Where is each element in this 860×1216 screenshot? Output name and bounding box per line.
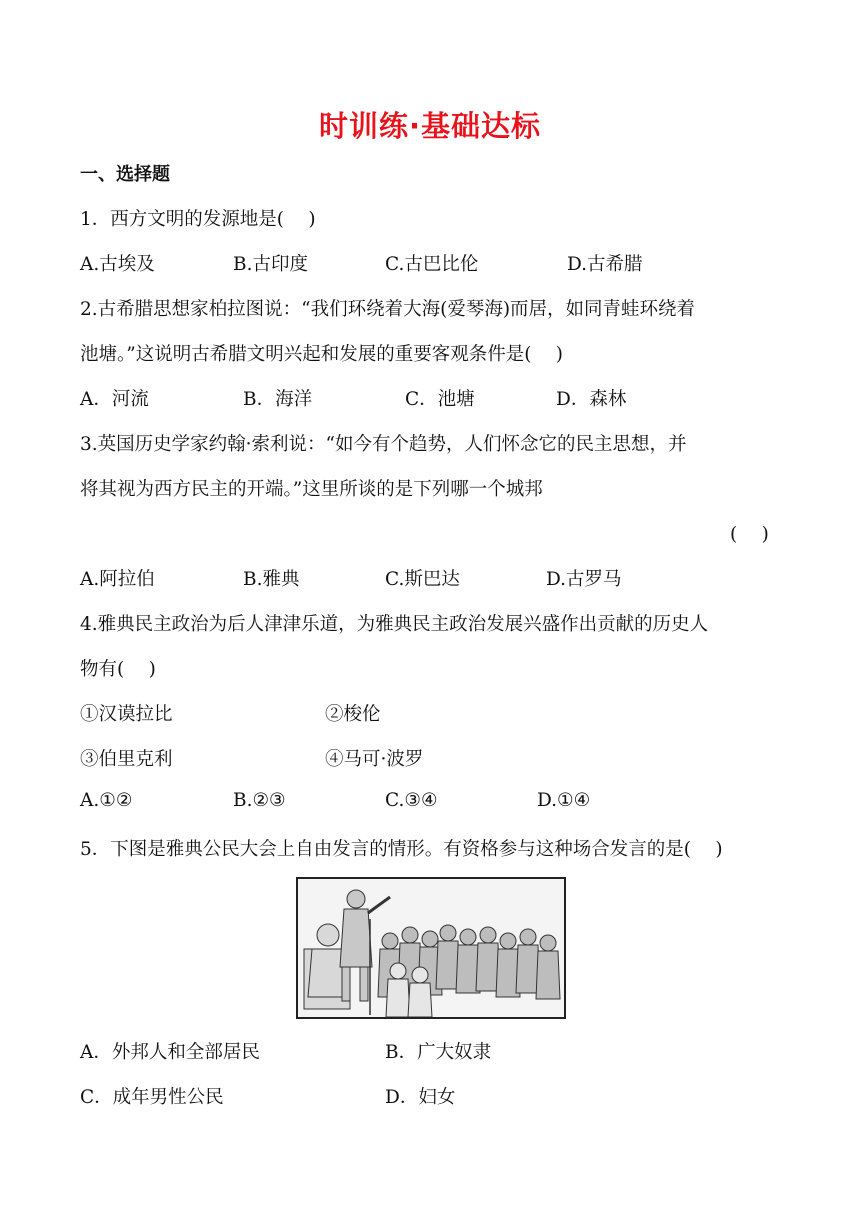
question-3-stem-line1: 3.英国历史学家约翰·索利说：“如今有个趋势，人们怀念它的民主思想，并 bbox=[80, 434, 687, 455]
question-5-stem: 5．下图是雅典公民大会上自由发言的情形。有资格参与这种场合发言的是( ) bbox=[80, 839, 723, 860]
q1-option-b: B.古印度 bbox=[233, 254, 308, 275]
q5-option-a: A．外邦人和全部居民 bbox=[80, 1042, 260, 1063]
page-title: 时训练·基础达标 bbox=[318, 109, 542, 143]
question-2-stem-line1: 2.古希腊思想家柏拉图说：“我们环绕着大海(爱琴海)而居，如同青蛙环绕着 bbox=[80, 299, 696, 320]
q4-item-2: ②梭伦 bbox=[325, 704, 381, 725]
athens-assembly-illustration bbox=[296, 877, 566, 1019]
question-4-stem-line1: 4.雅典民主政治为后人津津乐道，为雅典民主政治发展兴盛作出贡献的历史人 bbox=[80, 614, 709, 635]
question-4-stem-line2: 物有( ) bbox=[80, 659, 156, 680]
assembly-sketch bbox=[298, 879, 564, 1017]
q5-option-b: B．广大奴隶 bbox=[385, 1042, 492, 1063]
q1-option-a: A.古埃及 bbox=[80, 254, 155, 275]
q3-option-d: D.古罗马 bbox=[546, 569, 622, 590]
question-2-stem-line2: 池塘。”这说明古希腊文明兴起和发展的重要客观条件是( ) bbox=[80, 344, 564, 365]
q4-item-1: ①汉谟拉比 bbox=[80, 704, 173, 725]
question-1-stem: 1．西方文明的发源地是( ) bbox=[80, 209, 316, 230]
q4-option-b: B.②③ bbox=[233, 790, 286, 811]
q3-option-c: C.斯巴达 bbox=[385, 569, 460, 590]
q2-option-a: A．河流 bbox=[80, 389, 149, 410]
q4-option-c: C.③④ bbox=[385, 790, 438, 811]
q4-item-4: ④马可·波罗 bbox=[325, 749, 424, 770]
q3-option-b: B.雅典 bbox=[243, 569, 300, 590]
q2-option-d: D．森林 bbox=[556, 389, 627, 410]
q2-option-c: C．池塘 bbox=[405, 389, 475, 410]
q4-item-3: ③伯里克利 bbox=[80, 749, 173, 770]
q4-option-d: D.①④ bbox=[537, 790, 591, 811]
q5-option-c: C．成年男性公民 bbox=[80, 1087, 224, 1108]
section-heading: 一、选择题 bbox=[80, 164, 170, 185]
q3-answer-bracket: ( ) bbox=[730, 524, 769, 545]
q5-option-d: D．妇女 bbox=[385, 1087, 456, 1108]
question-3-stem-line2: 将其视为西方民主的开端。”这里所谈的是下列哪一个城邦 bbox=[80, 479, 543, 500]
q3-option-a: A.阿拉伯 bbox=[80, 569, 155, 590]
q1-option-d: D.古希腊 bbox=[567, 254, 643, 275]
q1-option-c: C.古巴比伦 bbox=[385, 254, 479, 275]
q4-option-a: A.①② bbox=[80, 790, 133, 811]
q2-option-b: B．海洋 bbox=[243, 389, 313, 410]
